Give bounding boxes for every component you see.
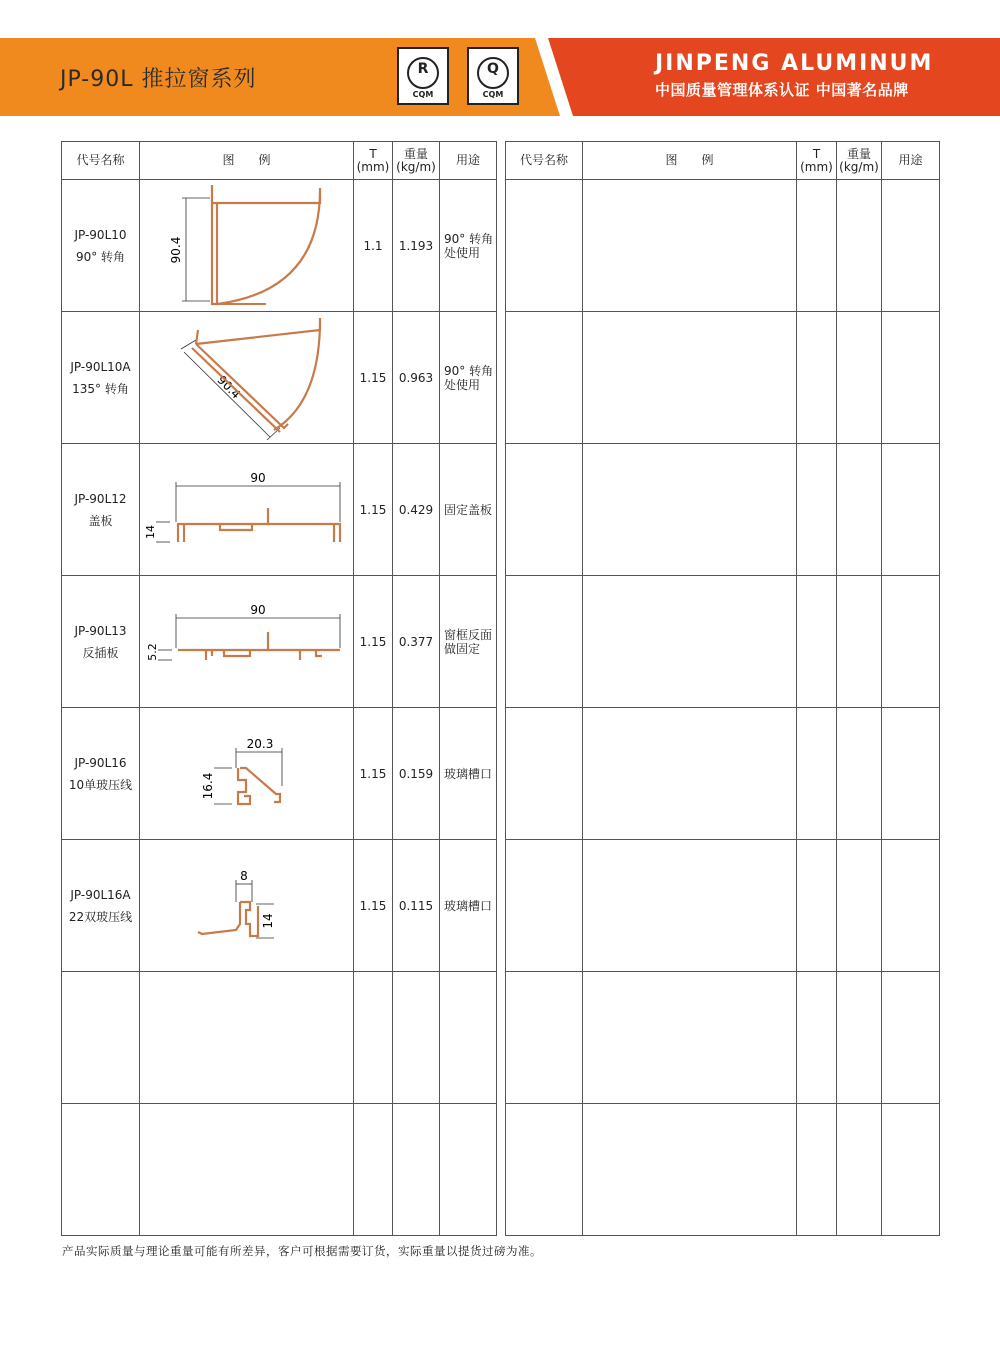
code-cell: JP-90L10A 135° 转角 <box>62 312 140 444</box>
table-row-empty <box>62 972 497 1104</box>
table-row-empty <box>506 444 940 576</box>
svg-text:14: 14 <box>261 913 275 929</box>
thickness-cell: 1.15 <box>354 444 393 576</box>
code-cell: JP-90L13 反插板 <box>62 576 140 708</box>
header-code: 代号名称 <box>506 142 583 180</box>
svg-text:20.3: 20.3 <box>246 737 274 751</box>
table-row-empty <box>506 1104 940 1236</box>
table-row-empty <box>506 972 940 1104</box>
footnote: 产品实际质量与理论重量可能有所差异，客户可根据需要订货，实际重量以提货过磅为准。 <box>62 1244 542 1258</box>
code-cell: JP-90L10 90° 转角 <box>62 180 140 312</box>
code-cell: JP-90L12 盖板 <box>62 444 140 576</box>
weight-cell: 0.159 <box>393 708 440 840</box>
table-row-empty <box>506 312 940 444</box>
header-thickness: T (mm) <box>797 142 837 180</box>
thickness-cell: 1.1 <box>354 180 393 312</box>
weight-cell: 0.429 <box>393 444 440 576</box>
svg-text:90.4: 90.4 <box>214 372 244 402</box>
series-title: JP-90L 推拉窗系列 <box>60 67 257 92</box>
use-cell: 固定盖板 <box>440 444 497 576</box>
table-header-row <box>506 142 940 180</box>
profile-table-left <box>61 141 497 1236</box>
header-weight: 重量 (kg/m) <box>393 142 440 180</box>
use-cell: 玻璃槽口 <box>440 708 497 840</box>
profile-drawing-cell <box>140 444 354 576</box>
profile-drawing-cell <box>140 840 354 972</box>
thickness-cell: 1.15 <box>354 576 393 708</box>
header-diagram: 图 例 <box>583 142 797 180</box>
profile-drawing-90-corner <box>140 180 354 311</box>
weight-cell: 0.115 <box>393 840 440 972</box>
cqm-q-logo: Q CQM <box>467 47 519 105</box>
svg-text:8: 8 <box>240 869 248 883</box>
table-row-empty <box>506 708 940 840</box>
profile-drawing-cell <box>140 180 354 312</box>
header-thickness: T (mm) <box>354 142 393 180</box>
svg-text:16.4: 16.4 <box>201 772 215 800</box>
use-cell: 玻璃槽口 <box>440 840 497 972</box>
table-row-empty <box>506 840 940 972</box>
svg-text:90: 90 <box>250 471 266 485</box>
table-row <box>62 444 497 576</box>
table-row <box>62 840 497 972</box>
brand-slogan: 中国质量管理体系认证 中国著名品牌 <box>655 81 909 99</box>
svg-text:90: 90 <box>250 603 266 617</box>
weight-cell: 0.377 <box>393 576 440 708</box>
profile-drawing-single-glass-bead <box>140 708 354 839</box>
weight-cell: 1.193 <box>393 180 440 312</box>
header-weight: 重量 (kg/m) <box>837 142 882 180</box>
table-row-empty <box>506 576 940 708</box>
use-cell: 90° 转角 处使用 <box>440 180 497 312</box>
thickness-cell: 1.15 <box>354 840 393 972</box>
brand-name: JINPENG ALUMINUM <box>655 51 934 76</box>
table-row-empty <box>62 1104 497 1236</box>
profile-drawing-reverse-plate <box>140 576 354 707</box>
cqm-r-logo: R CQM <box>397 47 449 105</box>
table-row <box>62 180 497 312</box>
table-header-row <box>62 142 497 180</box>
weight-cell: 0.963 <box>393 312 440 444</box>
table-row <box>62 708 497 840</box>
header-code: 代号名称 <box>62 142 140 180</box>
header-use: 用途 <box>440 142 497 180</box>
profile-drawing-cell <box>140 312 354 444</box>
profile-drawing-double-glass-bead <box>140 840 354 971</box>
code-cell: JP-90L16 10单玻压线 <box>62 708 140 840</box>
profile-drawing-cover-plate <box>140 444 354 575</box>
profile-drawing-135-corner <box>140 312 354 443</box>
thickness-cell: 1.15 <box>354 312 393 444</box>
profile-drawing-cell <box>140 576 354 708</box>
profile-table-right <box>505 141 940 1236</box>
header-diagram: 图 例 <box>140 142 354 180</box>
table-row <box>62 576 497 708</box>
svg-text:90.4: 90.4 <box>169 236 183 264</box>
header-use: 用途 <box>882 142 940 180</box>
table-row <box>62 312 497 444</box>
use-cell: 90° 转角 处使用 <box>440 312 497 444</box>
thickness-cell: 1.15 <box>354 708 393 840</box>
svg-text:14: 14 <box>144 525 157 539</box>
svg-text:5.2: 5.2 <box>146 643 159 661</box>
table-row-empty <box>506 180 940 312</box>
profile-drawing-cell <box>140 708 354 840</box>
code-cell: JP-90L16A 22双玻压线 <box>62 840 140 972</box>
use-cell: 窗框反面 做固定 <box>440 576 497 708</box>
